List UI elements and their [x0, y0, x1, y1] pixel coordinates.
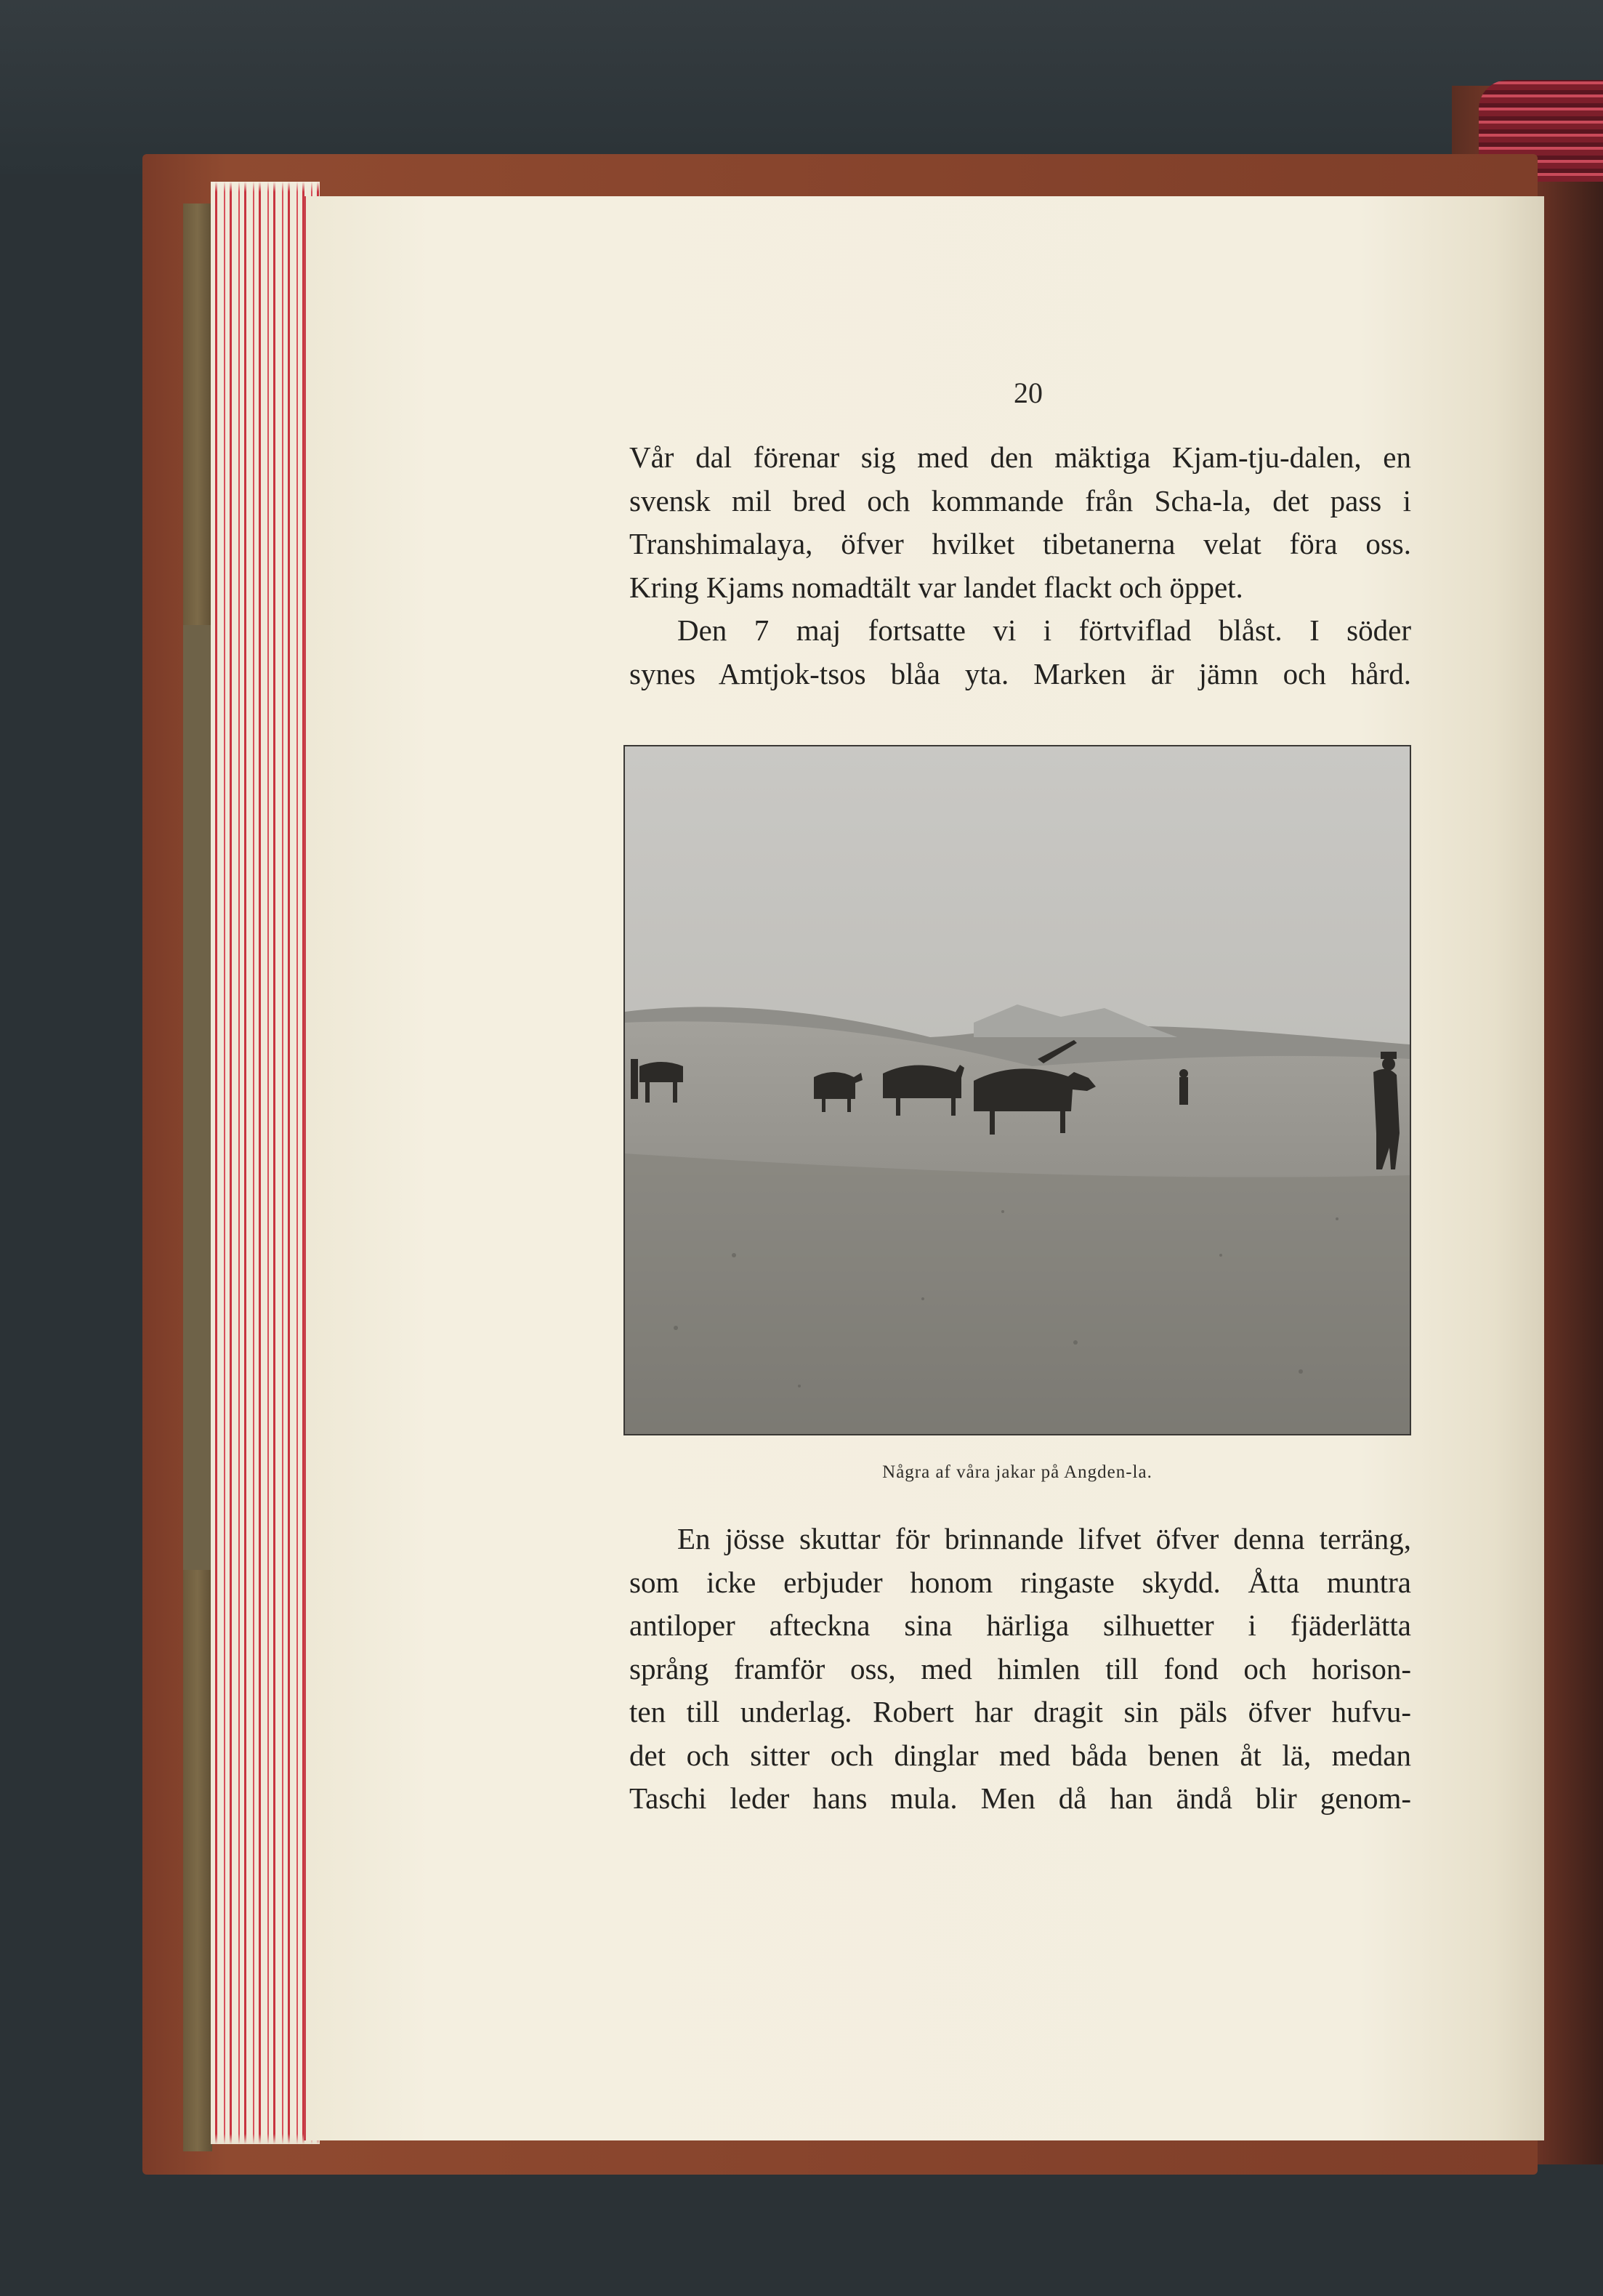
paragraph-bottom	[629, 1518, 1411, 1821]
text-line: Den 7 maj fortsatte vi i förtviflad blåst. I söder	[677, 613, 1411, 647]
text-line: språng framför oss, med himlen till fond och horison-	[629, 1651, 1411, 1685]
text-line: ten till underlag. Robert har dragit sin päls öfver hufvu-	[629, 1695, 1411, 1728]
text-line: antiloper afteckna sina härliga silhuetter i fjäderlätta	[629, 1608, 1411, 1642]
text-line: Kring Kjams nomadtält var landet flackt och öppet.	[629, 570, 1243, 604]
text-line: Taschi leder hans mula. Men då han ändå blir genom-	[629, 1781, 1411, 1815]
text-line: En jösse skuttar för brinnande lifvet öfver denna terräng,	[677, 1522, 1411, 1555]
figure-photo	[623, 745, 1411, 1435]
photo-illustration	[625, 746, 1410, 1434]
page-number: 20	[1014, 376, 1043, 409]
text-line: Vår dal förenar sig med den mäktiga Kjam-tju-dalen, en	[629, 440, 1411, 474]
text-line: synes Amtjok-tsos blåa yta. Marken är jämn och hård.	[629, 656, 1411, 690]
text-line: Transhimalaya, öfver hvilket tibetanerna velat föra oss.	[629, 527, 1411, 560]
background-surface	[0, 0, 1603, 174]
paragraph-top	[629, 436, 1411, 696]
figure-caption: Några af våra jakar på Angden-la.	[882, 1462, 1152, 1482]
cover-cloth-patch	[183, 625, 212, 1570]
text-line: som icke erbjuder honom ringaste skydd. Åtta muntra	[629, 1565, 1411, 1599]
text-line: det och sitter och dinglar med båda benen åt lä, medan	[629, 1738, 1411, 1772]
text-line: svensk mil bred och kommande från Scha-la, det pass i	[629, 483, 1411, 517]
